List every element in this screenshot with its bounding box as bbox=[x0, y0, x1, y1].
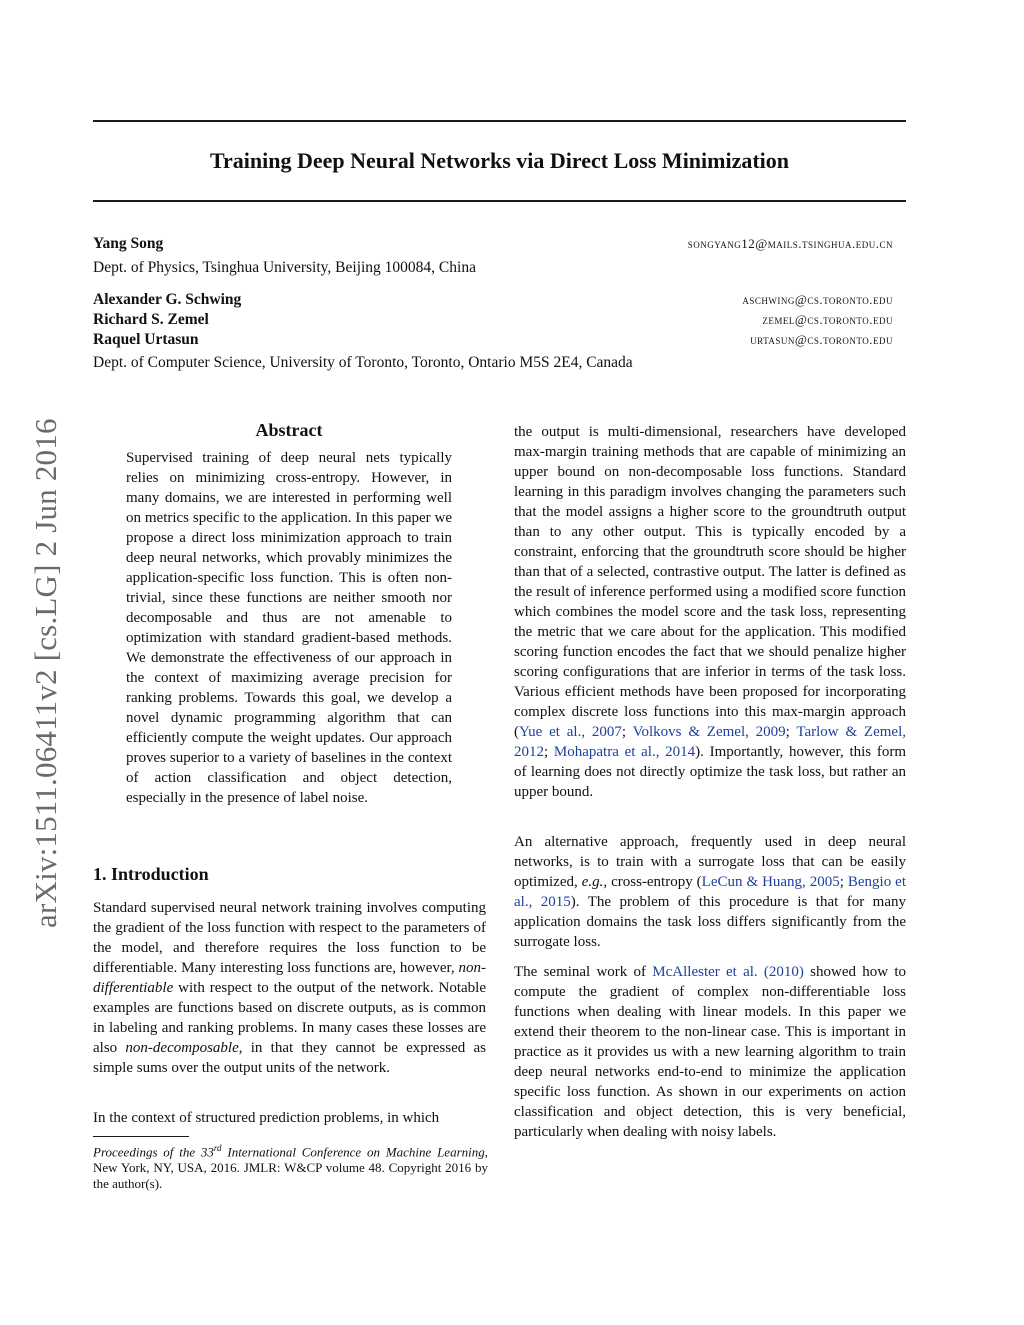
citation-link[interactable]: Volkovs & Zemel, 2009 bbox=[632, 724, 786, 740]
affiliation: Dept. of Physics, Tsinghua University, Beijing 100084, China bbox=[93, 259, 476, 276]
emphasis: non-differentiable bbox=[93, 960, 486, 996]
text-run: showed how to compute the gradient of complex non-differentiable loss functions when dealing with linear models. In this paper we extend their theorem to the non-linear case. This is important in practice as it provides us with a new learning algorithm to train deep neural networks end-to-end to minimize the application specific loss function. As shown in our experiments on action classification and object detection, this is very beneficial, particularly when dealing with noisy labels. bbox=[514, 964, 906, 1140]
paper-title: Training Deep Neural Networks via Direct Loss Minimization bbox=[209, 148, 790, 173]
author-name: Richard S. Zemel bbox=[93, 311, 209, 328]
emphasis: International Conference on Machine Learning bbox=[221, 1144, 485, 1160]
author-name: Alexander G. Schwing bbox=[93, 291, 242, 308]
text-run: ; bbox=[544, 744, 554, 760]
text-run: the output is multi-dimensional, researchers have developed max-margin training methods that are capable of minimizing an upper bound on non-decomposable loss functions. Standard learning in this paradigm involves changing the parameters such that the model assigns a higher score to the groundtruth output than to any other output. This is typically encoded by a constraint, enforcing that the groundtruth score should be higher than that of a selected, contrastive output. The latter is defined as the result of inference performed using a modified score function which combines the model score and the task loss, representing the metric that we care about for the application. This modified scoring function encodes the fact that we should penalize higher scoring configurations that are inferior in terms of the task loss. Various efficient methods have been proposed for incorporating complex discrete loss functions into this max-margin approach ( bbox=[514, 424, 906, 740]
text-run: with respect to the output of the network. Notable examples are functions based on discrete outputs, as is common in labeling and ranking problems. In many cases these losses are also bbox=[93, 980, 486, 1056]
author-name: Yang Song bbox=[93, 235, 164, 252]
author-email: aschwing@cs.toronto.edu bbox=[742, 292, 893, 307]
paragraph bbox=[514, 962, 906, 1142]
author-name: Raquel Urtasun bbox=[93, 331, 199, 348]
text-run: , New York, NY, USA, 2016. JMLR: W&CP volume 48. Copyright 2016 by the author(s). bbox=[93, 1144, 488, 1192]
text-run: ; bbox=[785, 724, 797, 740]
affiliation: Dept. of Computer Science, University of Toronto, Toronto, Ontario M5S 2E4, Canada bbox=[93, 354, 633, 371]
citation-link[interactable]: McAllester et al. (2010) bbox=[652, 964, 804, 980]
text-run: ; bbox=[839, 874, 848, 890]
paragraph bbox=[93, 898, 486, 1078]
citation-link[interactable]: Yue et al., 2007 bbox=[519, 724, 622, 740]
author-row bbox=[93, 291, 893, 311]
footnote bbox=[93, 1140, 488, 1192]
arxiv-stamp: arXiv:1511.06411v2 [cs.LG] 2 Jun 2016 bbox=[28, 418, 63, 928]
text-run: ). The problem of this procedure is that for many application domains the task loss differs significantly from the surrogate loss. bbox=[514, 894, 907, 950]
footnote-rule bbox=[93, 1136, 189, 1137]
author-email: zemel@cs.toronto.edu bbox=[762, 312, 893, 327]
emphasis: non-decomposable bbox=[125, 1040, 239, 1056]
citation-link[interactable]: LeCun & Huang, 2005 bbox=[701, 874, 840, 890]
text-run: , in that they cannot be expressed as simple sums over the output units of the network. bbox=[93, 1040, 486, 1076]
author-email: songyang12@mails.tsinghua.edu.cn bbox=[687, 236, 893, 251]
emphasis: Proceedings of the 33 bbox=[93, 1144, 214, 1160]
text-run: The seminal work of bbox=[514, 964, 653, 980]
author-email: urtasun@cs.toronto.edu bbox=[750, 332, 893, 347]
author-row bbox=[93, 331, 893, 351]
text-run: ; bbox=[621, 724, 633, 740]
paragraph: In the context of structured prediction problems, in which bbox=[93, 1110, 440, 1126]
citation-link[interactable]: Mohapatra et al., 2014 bbox=[553, 744, 696, 760]
text-run: Standard supervised neural network training involves computing the gradient of the loss function with respect to the parameters of the model, and therefore requires the loss function to be differentiable. Many interesting loss functions are, however, bbox=[93, 900, 486, 976]
text-run: An alternative approach, frequently used in deep neural networks, is to train with a surrogate loss that can be easily optimized, bbox=[514, 834, 906, 890]
text-run: , cross-entropy ( bbox=[603, 874, 702, 890]
paragraph bbox=[514, 422, 906, 802]
emphasis: e.g. bbox=[581, 874, 604, 890]
citation-link[interactable]: Bengio et al., 2015 bbox=[514, 874, 906, 910]
section-heading: 1. Introduction bbox=[93, 864, 209, 884]
abstract-heading: Abstract bbox=[255, 420, 323, 440]
author-row bbox=[93, 235, 893, 255]
title-rule-top bbox=[93, 120, 906, 122]
title-rule-bottom bbox=[93, 200, 906, 202]
citation-link[interactable]: Tarlow & Zemel, 2012 bbox=[514, 724, 906, 760]
text-run: ). Importantly, however, this form of learning does not directly optimize the task loss, but rather an upper bound. bbox=[514, 744, 907, 800]
abstract-body: Supervised training of deep neural nets typically relies on minimizing cross-entropy. However, in many domains, we are interested in performing well on metrics specific to the application. In this paper we propose a direct loss minimization approach to train deep neural networks, which provably minimizes the application-specific loss function. This is often non-trivial, since these functions are neither smooth nor decomposable and thus are not amenable to optimization with standard gradient-based methods. We demonstrate the effectiveness of our approach in the context of maximizing average precision for ranking problems. Towards this goal, we develop a novel dynamic programming algorithm that can efficiently compute the weight updates. Our approach proves superior to a variety of baselines in the context of action classification and object detection, especially in the presence of label noise. bbox=[126, 450, 452, 806]
superscript: rd bbox=[213, 1143, 222, 1153]
author-row bbox=[93, 311, 893, 331]
paragraph bbox=[514, 832, 906, 952]
